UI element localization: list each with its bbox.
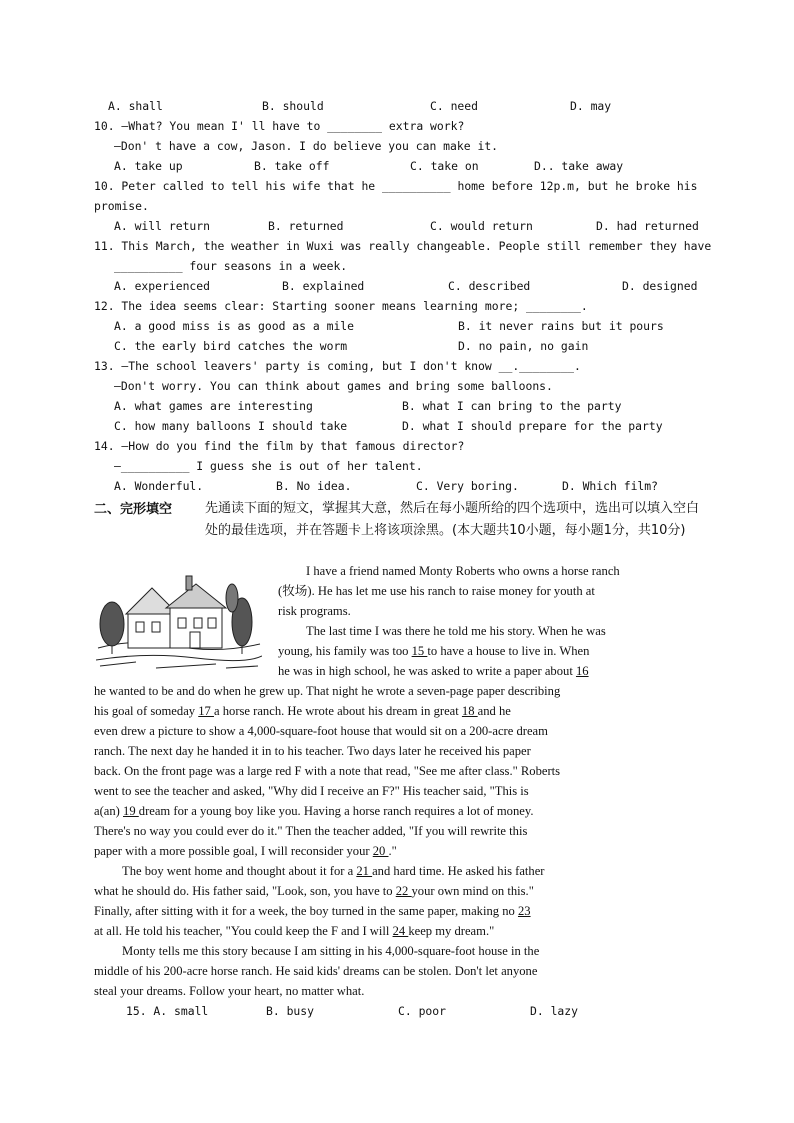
passage-line: at all. He told his teacher, "You could keep the F and I will <box>94 924 393 938</box>
option-a: A. experienced <box>114 279 211 293</box>
blank-16: 16 <box>575 664 589 678</box>
passage-line: he wanted to be and do when he grew up. That night he wrote a seven-page paper describing <box>94 684 561 698</box>
blank-19: 19 <box>123 804 139 818</box>
option-d: D. had returned <box>596 219 699 233</box>
option-a: A. shall <box>108 99 163 113</box>
passage-line: young, his family was too <box>278 644 412 658</box>
question-stem-cont: __________ four seasons in a week. <box>114 259 348 273</box>
blank-18: 18 <box>461 704 478 718</box>
option-b: B. busy <box>266 1004 315 1018</box>
question-reply: —__________ I guess she is out of her talent. <box>114 459 423 473</box>
passage-line: (牧场). He has let me use his ranch to raise money for youth at <box>278 584 595 598</box>
option-d: D.. take away <box>534 159 624 173</box>
question-stem: 11. This March, the weather in Wuxi was really changeable. People still remember they have <box>94 239 712 253</box>
option-d: D. no pain, no gain <box>458 339 589 353</box>
question-reply: —Don't worry. You can think about games and bring some balloons. <box>114 379 553 393</box>
passage-line: There's no way you could ever do it." Then the teacher added, "If you will rewrite this <box>94 824 528 838</box>
option-c: C. take on <box>410 159 479 173</box>
question-stem: 10. Peter called to tell his wife that he __________ home before 12p.m, but he broke his <box>94 179 698 193</box>
passage-line: a horse ranch. He wrote about his dream in great <box>213 704 462 718</box>
option-a: A. take up <box>114 159 183 173</box>
passage-line: ." <box>388 844 397 858</box>
question-stem: 13. —The school leavers' party is coming, but I don't know __.________. <box>94 359 581 373</box>
option-d: D. may <box>570 99 612 113</box>
option-b: B. it never rains but it pours <box>458 319 664 333</box>
option-c: C. how many balloons I should take <box>114 419 348 433</box>
blank-17: 17 <box>198 704 214 718</box>
passage-line: and he <box>477 704 511 718</box>
passage-line: your own mind on this." <box>411 884 534 898</box>
question-stem: 12. The idea seems clear: Starting sooner means learning more; ________. <box>94 299 588 313</box>
option-b: B. No idea. <box>276 479 352 493</box>
option-c: C. would return <box>430 219 533 233</box>
passage-line: what he should do. His father said, "Look, son, you have to <box>94 884 396 898</box>
question-stem: 10. —What? You mean I' ll have to ________ extra work? <box>94 119 465 133</box>
passage-line: Finally, after sitting with it for a week, the boy turned in the same paper, making no <box>94 904 518 918</box>
option-b: B. what I can bring to the party <box>402 399 622 413</box>
option-b: B. take off <box>254 159 330 173</box>
question-stem: 14. —How do you find the film by that famous director? <box>94 439 465 453</box>
option-d: D. lazy <box>530 1004 579 1018</box>
passage-line: a(an) <box>94 804 124 818</box>
section-heading: 二、完形填空 <box>94 502 173 517</box>
blank-20: 20 <box>372 844 389 858</box>
option-c: C. the early bird catches the worm <box>114 339 348 353</box>
option-a: A. Wonderful. <box>114 479 204 493</box>
passage-line: he was in high school, he was asked to write a paper about <box>278 664 576 678</box>
passage-line: even drew a picture to show a 4,000-square-foot house that would sit on a 200-acre dream <box>94 724 548 738</box>
option-a: A. will return <box>114 219 211 233</box>
passage-line: keep my dream." <box>408 924 495 938</box>
passage-line: risk programs. <box>278 604 351 618</box>
cloze-passage <box>94 561 700 1001</box>
option-b: B. explained <box>282 279 365 293</box>
option-c: C. Very boring. <box>416 479 519 493</box>
blank-21: 21 <box>356 864 373 878</box>
option-c: C. described <box>448 279 531 293</box>
option-b: B. should <box>262 99 324 113</box>
option-d: D. what I should prepare for the party <box>402 419 663 433</box>
option-d: D. Which film? <box>562 479 659 493</box>
passage-line: Monty tells me this story because I am sitting in his 4,000-square-foot house in the <box>122 944 540 958</box>
question-stem-cont: promise. <box>94 199 149 213</box>
option-c: C. need <box>430 99 479 113</box>
option-a: 15. A. small <box>126 1004 209 1018</box>
section-instruction: 先通读下面的短文，掌握其大意，然后在每小题所给的四个选项中，选出可以填入空白处的最佳选项，并在答题卡上将该项涂黑。(本大题共10小题，每小题1分，共10分) <box>205 501 700 538</box>
passage-line: I have a friend named Monty Roberts who owns a horse ranch <box>306 564 620 578</box>
passage-line: ranch. The next day he handed it in to his teacher. Two days later he received his paper <box>94 744 531 758</box>
blank-15: 15 <box>411 644 428 658</box>
passage-line: back. On the front page was a large red F with a note that read, "See me after class." Roberts <box>94 764 561 778</box>
blank-23: 23 <box>517 904 531 918</box>
passage-line: went to see the teacher and asked, "Why did I receive an F?" His teacher said, "This is <box>94 784 529 798</box>
passage-line: The last time I was there he told me his story. When he was <box>306 624 606 638</box>
passage-line: to have a house to live in. When <box>427 644 590 658</box>
option-d: D. designed <box>622 279 698 293</box>
blank-22: 22 <box>395 884 412 898</box>
passage-line: paper with a more possible goal, I will reconsider your <box>94 844 373 858</box>
blank-24: 24 <box>392 924 409 938</box>
option-b: B. returned <box>268 219 344 233</box>
passage-line: The boy went home and thought about it for a <box>122 864 357 878</box>
passage-line: dream for a young boy like you. Having a horse ranch requires a lot of money. <box>138 804 534 818</box>
passage-line: and hard time. He asked his father <box>372 864 545 878</box>
passage-line: his goal of someday <box>94 704 199 718</box>
option-c: C. poor <box>398 1004 447 1018</box>
passage-line: middle of his 200-acre horse ranch. He said kids' dreams can be stolen. Don't let anyone <box>94 964 538 978</box>
question-reply: —Don' t have a cow, Jason. I do believe you can make it. <box>114 139 499 153</box>
option-a: A. a good miss is as good as a mile <box>114 319 355 333</box>
passage-line: steal your dreams. Follow your heart, no matter what. <box>94 984 365 998</box>
option-a: A. what games are interesting <box>114 399 313 413</box>
